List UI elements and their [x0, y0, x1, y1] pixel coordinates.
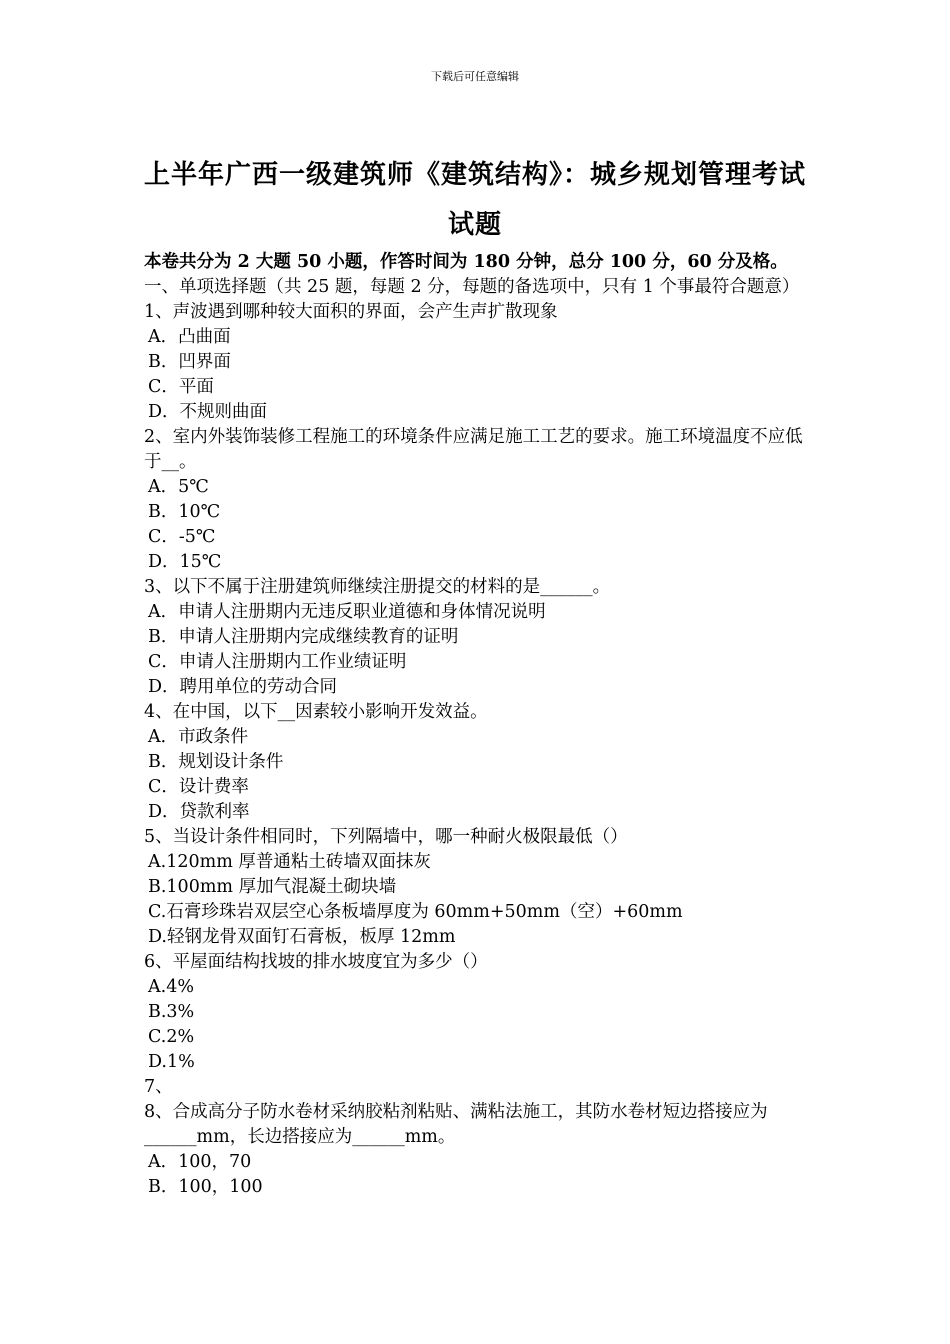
answer-option: A．市政条件 — [148, 727, 249, 747]
answer-option: A．100，70 — [148, 1152, 252, 1172]
answer-option: C．设计费率 — [148, 777, 249, 797]
question-stem: 3、以下不属于注册建筑师继续注册提交的材料的是______。 — [144, 577, 611, 597]
answer-option: B．凹界面 — [148, 352, 231, 372]
question-3 — [144, 575, 814, 700]
question-stem: 8、合成高分子防水卷材采纳胶粘剂粘贴、满粘法施工，其防水卷材短边搭接应为______mm，长边搭接应为______mm。 — [144, 1102, 768, 1147]
question-4 — [144, 700, 814, 825]
answer-option: B．10℃ — [148, 502, 221, 522]
document-title-continued: 试题 — [447, 210, 502, 240]
question-5 — [144, 825, 814, 950]
answer-option: A．申请人注册期内无违反职业道德和身体情况说明 — [148, 602, 546, 622]
answer-option: C．申请人注册期内工作业绩证明 — [148, 652, 407, 672]
answer-option: A．凸曲面 — [148, 327, 231, 347]
question-7 — [144, 1075, 814, 1100]
document-body — [144, 250, 814, 1200]
answer-option: D．聘用单位的劳动合同 — [148, 677, 338, 697]
question-stem: 4、在中国，以下__因素较小影响开发效益。 — [144, 702, 488, 722]
exam-intro: 本卷共分为 2 大题 50 小题，作答时间为 180 分钟，总分 100 分，60 分及格。 — [144, 252, 788, 272]
question-stem: 5、当设计条件相同时，下列隔墙中，哪一种耐火极限最低（） — [144, 827, 628, 847]
document-title: 上半年广西一级建筑师《建筑结构》：城乡规划管理考试 — [143, 160, 806, 190]
answer-option: D．15℃ — [148, 552, 222, 572]
question-stem: 2、室内外装饰装修工程施工的环境条件应满足施工工艺的要求。施工环境温度不应低于__。 — [144, 427, 803, 472]
section-heading: 一、单项选择题（共 25 题，每题 2 分，每题的备选项中，只有 1 个事最符合题意） — [144, 277, 800, 297]
answer-option: D.1% — [148, 1052, 195, 1072]
answer-option: C.2% — [148, 1027, 195, 1047]
answer-option: C．平面 — [148, 377, 214, 397]
question-stem: 6、平屋面结构找坡的排水坡度宜为多少（） — [144, 952, 488, 972]
header-note: 下载后可任意编辑 — [431, 70, 519, 83]
answer-option: D.轻钢龙骨双面钉石膏板，板厚 12mm — [148, 927, 456, 947]
answer-option: D．贷款利率 — [148, 802, 250, 822]
answer-option: A．5℃ — [148, 477, 209, 497]
answer-option: B．100，100 — [148, 1177, 263, 1197]
answer-option: B.100mm 厚加气混凝土砌块墙 — [148, 877, 397, 897]
answer-option: C．-5℃ — [148, 527, 216, 547]
question-stem: 1、声波遇到哪种较大面积的界面，会产生声扩散现象 — [144, 302, 558, 322]
question-stem: 7、 — [144, 1077, 173, 1097]
question-6 — [144, 950, 814, 1075]
answer-option: B.3% — [148, 1002, 195, 1022]
answer-option: B．申请人注册期内完成继续教育的证明 — [148, 627, 459, 647]
answer-option: D．不规则曲面 — [148, 402, 268, 422]
question-2 — [144, 425, 814, 575]
question-1 — [144, 300, 814, 425]
answer-option: A.120mm 厚普通粘土砖墙双面抹灰 — [148, 852, 431, 872]
answer-option: C.石膏珍珠岩双层空心条板墙厚度为 60mm+50mm（空）+60mm — [148, 902, 683, 922]
answer-option: B．规划设计条件 — [148, 752, 284, 772]
answer-option: A.4% — [148, 977, 194, 997]
question-8 — [144, 1100, 814, 1200]
